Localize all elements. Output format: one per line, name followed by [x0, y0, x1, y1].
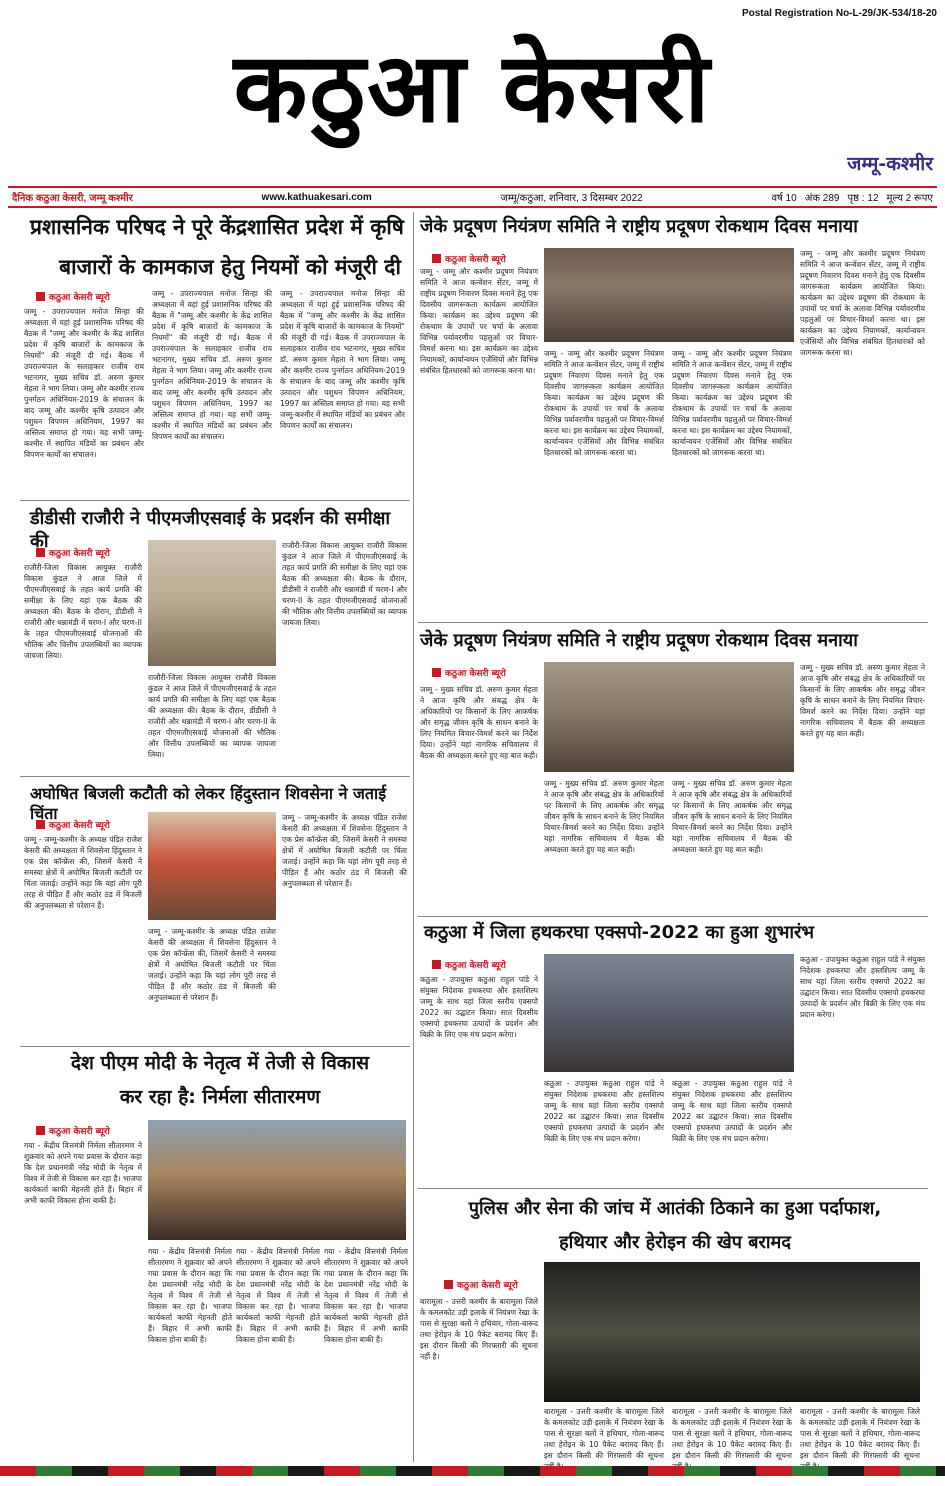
page-count: पृष्ठ : 12 [847, 193, 879, 204]
article-1-headline-1[interactable]: प्रशासनिक परिषद ने पूरे केंद्रशासित प्रदेश में कृषि [30, 215, 404, 239]
divider [418, 1188, 928, 1189]
article-2-body: जम्मू - जम्मू और कश्मीर प्रदूषण नियंत्रण समिति ने आज कन्वेंशन सेंटर, जम्मू में राष्ट्रीय प्रदूषण निवारण दिवस मनाने हेतु एक दिवसीय जागरूकता कार्यक्रम आयोजित किया। कार्यक्रम का उद्देश्य प्रदूषण की रोकथाम के उपायों पर चर्चा के अलावा विभिन्न पर्यावरणीय पहलुओं पर विचार-विमर्श करना था। इस कार्यक्रम का उद्देश्य नियामकों, कार्यान्वयन एजेंसियों और विभिन्न संबंधित हितधारकों को जागरूक करना था। [420, 267, 538, 375]
article-1-body: जम्मू - उपराज्यपाल मनोज सिन्हा की अध्यक्षता में यहां हुई प्रशासनिक परिषद की बैठक में "जम्मू और कश्मीर के केंद्र शासित प्रदेश में कृषि बाजारों के कामकाज के नियमों" की मंजूरी दी गई। बैठक में उपराज्यपाल के सलाहकार राजीव राय भटनागर, मुख्य सचिव डॉ. अरुण कुमार मेहता ने भाग लिया। जम्मू और कश्मीर राज्य पुनर्गठन अधिनियम-2019 के संचालन के बाद जम्मू और कश्मीर कृषि उत्पादन और पशुधन विपणन अधिनियम, 1997 का अस्तित्व समाप्त हो गया। यह सभी जम्मू-कश्मीर में स्थापित मंडियों का प्रबंधन और विपणन कार्यों का संचालन। [24, 307, 144, 459]
article-4-body: जम्मू - मुख्य सचिव डॉ. अरुण कुमार मेहता ने आज कृषि और संबद्ध क्षेत्र के अधिकारियों पर किसानों के लिए आकर्षक और समृद्ध जीवन कृषि के साधन बनाने के लिए नियमित विचार-विमर्श करने का निर्देश दिया। उन्होंने यहां नागरिक सचिवालय में बैठक की अध्यक्षता करते हुए यह बात कही। [420, 685, 538, 760]
article-3-byline: कठुआ केसरी ब्यूरो [24, 546, 110, 559]
article-7-body-col4: गया - केंद्रीय वित्तमंत्री निर्मला सीतारमण ने शुक्रवार को अपने गया प्रवास के दौरान कहा कि देश प्रधानमंत्री नरेंद्र मोदी के नेतृत्व में विश्व में तेजी से विकास कर रहा है। भाजपा कार्यकर्ता काफी मेहनती होते हैं। बिहार में अभी काफी विकास होना बाकी है। [324, 1247, 408, 1344]
article-8-headline-2[interactable]: हथियार और हेरोइन की खेप बरामद [559, 1232, 791, 1253]
article-4-body-col4: जम्मू - मुख्य सचिव डॉ. अरुण कुमार मेहता ने आज कृषि और संबद्ध क्षेत्र के अधिकारियों पर किसानों के लिए आकर्षक और समृद्ध जीवन कृषि के साधन बनाने के लिए नियमित विचार-विमर्श करने का निर्देश दिया। उन्होंने यहां नागरिक सचिवालय में बैठक की अध्यक्षता करते हुए यह बात कही। [800, 663, 925, 738]
pollution-event-photo [544, 248, 794, 342]
divider [20, 1046, 410, 1047]
divider [418, 622, 928, 623]
article-7-headline-2[interactable]: कर रहा है: निर्मला सीतारमण [119, 1086, 321, 1108]
article-1-headline-2[interactable]: बाजारों के कामकाज हेतु नियमों को मंजूरी दी [59, 255, 401, 279]
article-3-body: राजौरी-जिला विकास आयुक्त राजौरी विकास कुंडल ने आज जिले में पीएमजीएसवाई के तहत कार्य प्रगति की समीक्षा के लिए यहां एक बैठक की अध्यक्षता की। बैठक के दौरान, डीडीसी ने राजौरी और थन्नामंडी में चरण-I और चरण-II के तहत पीएमजीएसवाई योजनाओं की भौतिक और वित्तीय उपलब्धियों का व्यापक जायजा लिया। [24, 563, 142, 660]
article-5-body-col2: जम्मू - जम्मू-कश्मीर के अध्यक्ष पंडित राजेश केसरी की अध्यक्षता में शिवसेना हिंदुस्तान ने एक प्रेस कॉन्फ्रेंस की, जिसमें केसरी ने समस्या क्षेत्रों में अघोषित बिजली कटौती पर चिंता जताई। उन्होंने कहा कि यहां लोग पूरी तरह से पीड़ित हैं और कठोर ठंड में बिजली की अनुपलब्धता से परेशान हैं। [148, 927, 276, 1002]
article-3-body-col2: राजौरी-जिला विकास आयुक्त राजौरी विकास कुंडल ने आज जिले में पीएमजीएसवाई के तहत कार्य प्रगति की समीक्षा के लिए यहां एक बैठक की अध्यक्षता की। बैठक के दौरान, डीडीसी ने राजौरी और थन्नामंडी में चरण-I और चरण-II के तहत पीएमजीएसवाई योजनाओं की भौतिक और वित्तीय उपलब्धियों का व्यापक जायजा लिया। [148, 673, 276, 759]
divider [418, 916, 928, 917]
divider [20, 500, 410, 501]
article-8-headline-1[interactable]: पुलिस और सेना की जांच में आतंकी ठिकाने का हुआ पर्दाफाश, [468, 1198, 882, 1219]
article-2-body-col3: जम्मू - जम्मू और कश्मीर प्रदूषण नियंत्रण समिति ने आज कन्वेंशन सेंटर, जम्मू में राष्ट्रीय प्रदूषण निवारण दिवस मनाने हेतु एक दिवसीय जागरूकता कार्यक्रम आयोजित किया। कार्यक्रम का उद्देश्य प्रदूषण की रोकथाम के उपायों पर चर्चा के अलावा विभिन्न पर्यावरणीय पहलुओं पर विचार-विमर्श करना था। इस कार्यक्रम का उद्देश्य नियामकों, कार्यान्वयन एजेंसियों और विभिन्न संबंधित हितधारकों को जागरूक करना था। [672, 349, 792, 457]
article-6-body-col3: कठुआ - उपायुक्त कठुआ राहुल पांडे ने संयुक्त निदेशक हथकरघा और हस्तशिल्प जम्मू के साथ यहां जिला स्तरीय एक्सपो 2022 का उद्घाटन किया। सात दिवसीय एक्सपो हथकरघा उत्पादों के प्रदर्शन और बिक्री के लिए एक मंच प्रदान करेगा। [672, 1079, 792, 1143]
article-1-byline: कठुआ केसरी ब्यूरो [24, 290, 110, 303]
article-2-byline: कठुआ केसरी ब्यूरो [420, 252, 506, 265]
article-5-headline[interactable]: अघोषित बिजली कटौती को लेकर हिंदुस्तान शिवसेना ने जताई चिंता [30, 784, 387, 823]
article-6-body: कठुआ - उपायुक्त कठुआ राहुल पांडे ने संयुक्त निदेशक हथकरघा और हस्तशिल्प जम्मू के साथ यहां जिला स्तरीय एक्सपो 2022 का उद्घाटन किया। सात दिवसीय एक्सपो हथकरघा उत्पादों के प्रदर्शन और बिक्री के लिए एक मंच प्रदान करेगा। [420, 975, 538, 1039]
article-4-byline: कठुआ केसरी ब्यूरो [420, 666, 506, 679]
article-2-headline[interactable]: जेके प्रदूषण नियंत्रण समिति ने राष्ट्रीय प्रदूषण रोकथाम दिवस मनाया [420, 216, 858, 237]
sitharaman-event-photo [148, 1120, 406, 1240]
article-3-body-col3: राजौरी-जिला विकास आयुक्त राजौरी विकास कुंडल ने आज जिले में पीएमजीएसवाई के तहत कार्य प्रगति की समीक्षा के लिए यहां एक बैठक की अध्यक्षता की। बैठक के दौरान, डीडीसी ने राजौरी और थन्नामंडी में चरण-I और चरण-II के तहत पीएमजीएसवाई योजनाओं की भौतिक और वित्तीय उपलब्धियों का व्यापक जायजा लिया। [282, 541, 407, 627]
ddc-meeting-photo [148, 540, 276, 666]
article-8-body: बारामूला - उत्तरी कश्मीर के बारामूला जिले के कमलकोट उड़ी इलाके में नियंत्रण रेखा के पास से सुरक्षा बलों ने हथियार, गोला-बारूद तथा हेरोइन के 10 पैकेट बरामद किए हैं। इस दौरान किसी की गिरफ्तारी की सूचना नहीं है। [420, 1297, 538, 1361]
dateline-bar [8, 186, 937, 208]
article-7-body-col2: गया - केंद्रीय वित्तमंत्री निर्मला सीतारमण ने शुक्रवार को अपने गया प्रवास के दौरान कहा कि देश प्रधानमंत्री नरेंद्र मोदी के नेतृत्व में विश्व में तेजी से विकास कर रहा है। भाजपा कार्यकर्ता काफी मेहनती होते हैं। बिहार में अभी काफी विकास होना बाकी है। [148, 1247, 232, 1344]
article-4-body-col3: जम्मू - मुख्य सचिव डॉ. अरुण कुमार मेहता ने आज कृषि और संबद्ध क्षेत्र के अधिकारियों पर किसानों के लिए आकर्षक और समृद्ध जीवन कृषि के साधन बनाने के लिए नियमित विचार-विमर्श करने का निर्देश दिया। उन्होंने यहां नागरिक सचिवालय में बैठक की अध्यक्षता करते हुए यह बात कही। [672, 779, 792, 854]
paper-name: दैनिक कठुआ केसरी, जम्मू कश्मीर [12, 193, 133, 204]
article-6-headline[interactable]: कठुआ में जिला हथकरघा एक्सपो-2022 का हुआ शुभारंभ [424, 922, 815, 943]
article-6-body-col2: कठुआ - उपायुक्त कठुआ राहुल पांडे ने संयुक्त निदेशक हथकरघा और हस्तशिल्प जम्मू के साथ यहां जिला स्तरीय एक्सपो 2022 का उद्घाटन किया। सात दिवसीय एक्सपो हथकरघा उत्पादों के प्रदर्शन और बिक्री के लिए एक मंच प्रदान करेगा। [544, 1079, 664, 1143]
article-6-body-col4: कठुआ - उपायुक्त कठुआ राहुल पांडे ने संयुक्त निदेशक हथकरघा और हस्तशिल्प जम्मू के साथ यहां जिला स्तरीय एक्सपो 2022 का उद्घाटन किया। सात दिवसीय एक्सपो हथकरघा उत्पादों के प्रदर्शन और बिक्री के लिए एक मंच प्रदान करेगा। [800, 955, 925, 1019]
article-3-headline[interactable]: डीडीसी राजौरी ने पीएमजीएसवाई के प्रदर्शन की समीक्षा की [30, 508, 391, 552]
column-divider [413, 212, 414, 1462]
footer-bar [0, 1466, 945, 1486]
article-1-body-col2: जम्मू - उपराज्यपाल मनोज सिन्हा की अध्यक्षता में यहां हुई प्रशासनिक परिषद की बैठक में "जम्मू और कश्मीर के केंद्र शासित प्रदेश में कृषि बाजारों के कामकाज के नियमों" की मंजूरी दी गई। बैठक में उपराज्यपाल के सलाहकार राजीव राय भटनागर, मुख्य सचिव डॉ. अरुण कुमार मेहता ने भाग लिया। जम्मू और कश्मीर राज्य पुनर्गठन अधिनियम-2019 के संचालन के बाद जम्मू और कश्मीर कृषि उत्पादन और पशुधन विपणन अधिनियम, 1997 का अस्तित्व समाप्त हो गया। यह सभी जम्मू-कश्मीर में स्थापित मंडियों का प्रबंधन और विपणन कार्यों का संचालन। [152, 289, 272, 441]
article-1-body-col3: जम्मू - उपराज्यपाल मनोज सिन्हा की अध्यक्षता में यहां हुई प्रशासनिक परिषद की बैठक में "जम्मू और कश्मीर के केंद्र शासित प्रदेश में कृषि बाजारों के कामकाज के नियमों" की मंजूरी दी गई। बैठक में उपराज्यपाल के सलाहकार राजीव राय भटनागर, मुख्य सचिव डॉ. अरुण कुमार मेहता ने भाग लिया। जम्मू और कश्मीर राज्य पुनर्गठन अधिनियम-2019 के संचालन के बाद जम्मू और कश्मीर कृषि उत्पादन और पशुधन विपणन अधिनियम, 1997 का अस्तित्व समाप्त हो गया। यह सभी जम्मू-कश्मीर में स्थापित मंडियों का प्रबंधन और विपणन कार्यों का संचालन। [280, 289, 405, 430]
article-7-headline-1[interactable]: देश पीएम मोदी के नेतृत्व में तेजी से विकास [70, 1052, 370, 1074]
article-4-body-col2: जम्मू - मुख्य सचिव डॉ. अरुण कुमार मेहता ने आज कृषि और संबद्ध क्षेत्र के अधिकारियों पर किसानों के लिए आकर्षक और समृद्ध जीवन कृषि के साधन बनाने के लिए नियमित विचार-विमर्श करने का निर्देश दिया। उन्होंने यहां नागरिक सचिवालय में बैठक की अध्यक्षता करते हुए यह बात कही। [544, 779, 664, 854]
article-8-body-col3: बारामूला - उत्तरी कश्मीर के बारामूला जिले के कमलकोट उड़ी इलाके में नियंत्रण रेखा के पास से सुरक्षा बलों ने हथियार, गोला-बारूद तथा हेरोइन के 10 पैकेट बरामद किए हैं। इस दौरान किसी की गिरफ्तारी की सूचना [672, 1407, 792, 1460]
article-5-byline: कठुआ केसरी ब्यूरो [24, 818, 110, 831]
region-label: जम्मू-कश्मीर [847, 153, 933, 175]
issue-number: अंक 289 [804, 193, 840, 204]
article-2-body-col2: जम्मू - जम्मू और कश्मीर प्रदूषण नियंत्रण समिति ने आज कन्वेंशन सेंटर, जम्मू में राष्ट्रीय प्रदूषण निवारण दिवस मनाने हेतु एक दिवसीय जागरूकता कार्यक्रम आयोजित किया। कार्यक्रम का उद्देश्य प्रदूषण की रोकथाम के उपायों पर चर्चा के अलावा विभिन्न पर्यावरणीय पहलुओं पर विचार-विमर्श करना था। इस कार्यक्रम का उद्देश्य नियामकों, कार्यान्वयन एजेंसियों और विभिन्न संबंधित हितधारकों को जागरूक करना था। [544, 349, 664, 457]
article-7-body: गया - केंद्रीय वित्तमंत्री निर्मला सीतारमण ने शुक्रवार को अपने गया प्रवास के दौरान कहा कि देश प्रधानमंत्री नरेंद्र मोदी के नेतृत्व में विश्व में तेजी से विकास कर रहा है। भाजपा कार्यकर्ता काफी मेहनती होते हैं। बिहार में अभी काफी विकास होना बाकी है। [24, 1141, 142, 1205]
website-link[interactable]: www.kathuakesari.com [261, 191, 372, 203]
color-stripe [0, 1466, 945, 1476]
masthead-title: कठुआ केसरी [233, 32, 712, 144]
price: मूल्य 2 रूपए [886, 193, 933, 204]
volume: वर्ष 10 [771, 193, 797, 204]
article-4-headline[interactable]: जेके प्रदूषण नियंत्रण समिति ने राष्ट्रीय प्रदूषण रोकथाम दिवस मनाया [420, 630, 858, 651]
chief-secretary-meeting-photo [544, 662, 794, 772]
issue-date: जम्मू/कठुआ, शनिवार, 3 दिसम्बर 2022 [500, 193, 643, 204]
handloom-expo-photo [544, 954, 794, 1072]
weapons-recovery-photo [544, 1262, 920, 1402]
article-8-body-col2: बारामूला - उत्तरी कश्मीर के बारामूला जिले के कमलकोट उड़ी इलाके में नियंत्रण रेखा के पास से सुरक्षा बलों ने हथियार, गोला-बारूद तथा हेरोइन के 10 पैकेट बरामद किए हैं। इस दौरान किसी की गिरफ्तारी की सूचना [544, 1407, 664, 1460]
divider [20, 776, 410, 777]
article-5-body: जम्मू - जम्मू-कश्मीर के अध्यक्ष पंडित राजेश केसरी की अध्यक्षता में शिवसेना हिंदुस्तान ने एक प्रेस कॉन्फ्रेंस की, जिसमें केसरी ने समस्या क्षेत्रों में अघोषित बिजली कटौती पर चिंता जताई। उन्होंने कहा कि यहां लोग पूरी तरह से पीड़ित हैं और कठोर ठंड में बिजली की अनुपलब्धता से परेशान हैं। [24, 835, 142, 910]
shivsena-press-photo [148, 812, 276, 920]
article-5-body-col3: जम्मू - जम्मू-कश्मीर के अध्यक्ष पंडित राजेश केसरी की अध्यक्षता में शिवसेना हिंदुस्तान ने एक प्रेस कॉन्फ्रेंस की, जिसमें केसरी ने समस्या क्षेत्रों में अघोषित बिजली कटौती पर चिंता जताई। उन्होंने कहा कि यहां लोग पूरी तरह से पीड़ित हैं और कठोर ठंड में बिजली की अनुपलब्धता से परेशान हैं। [282, 813, 407, 888]
article-8-body-col4: बारामूला - उत्तरी कश्मीर के बारामूला जिले के कमलकोट उड़ी इलाके में नियंत्रण रेखा के पास से सुरक्षा बलों ने हथियार, गोला-बारूद तथा हेरोइन के 10 पैकेट बरामद किए हैं। इस दौरान किसी की गिरफ्तारी की सूचना [800, 1407, 920, 1460]
article-7-byline: कठुआ केसरी ब्यूरो [24, 1124, 110, 1137]
article-7-body-col3: गया - केंद्रीय वित्तमंत्री निर्मला सीतारमण ने शुक्रवार को अपने गया प्रवास के दौरान कहा कि देश प्रधानमंत्री नरेंद्र मोदी के नेतृत्व में विश्व में तेजी से विकास कर रहा है। भाजपा कार्यकर्ता काफी मेहनती होते हैं। बिहार में अभी काफी विकास होना बाकी है। [236, 1247, 320, 1344]
article-8-byline: कठुआ केसरी ब्यूरो [432, 1278, 518, 1291]
postal-registration: Postal Registration No-L-29/JK-534/18-20 [741, 8, 937, 19]
article-6-byline: कठुआ केसरी ब्यूरो [420, 958, 506, 971]
article-2-body-col4: जम्मू - जम्मू और कश्मीर प्रदूषण नियंत्रण समिति ने आज कन्वेंशन सेंटर, जम्मू में राष्ट्रीय प्रदूषण निवारण दिवस मनाने हेतु एक दिवसीय जागरूकता कार्यक्रम आयोजित किया। कार्यक्रम का उद्देश्य प्रदूषण की रोकथाम के उपायों पर चर्चा के अलावा विभिन्न पर्यावरणीय पहलुओं पर विचार-विमर्श करना था। इस कार्यक्रम का उद्देश्य नियामकों, कार्यान्वयन एजेंसियों और विभिन्न संबंधित हितधारकों को जागरूक करना था। [800, 249, 925, 357]
